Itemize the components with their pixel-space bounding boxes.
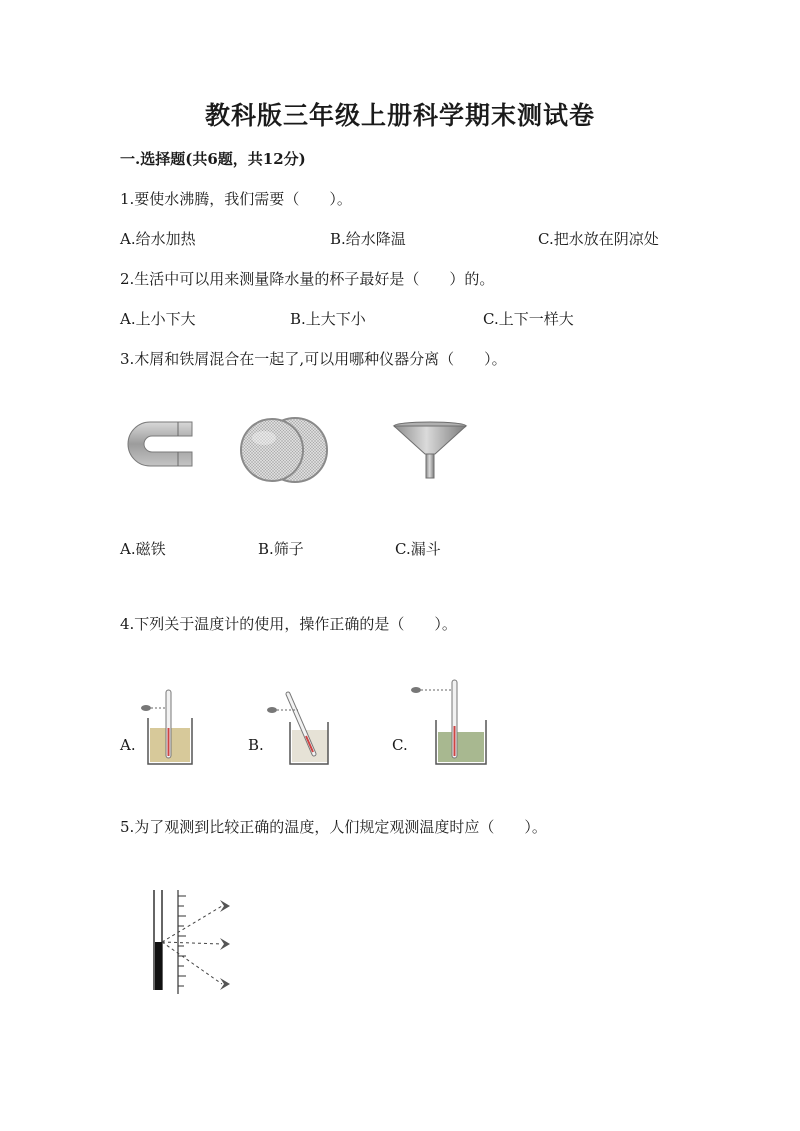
question-2-option-a: A.上小下大 (120, 310, 196, 328)
question-3-stem: 3.木屑和铁屑混合在一起了,可以用哪种仪器分离（ ）。 (120, 350, 507, 368)
question-4-option-b: B. (248, 736, 264, 754)
thermometer-beaker-c-image (408, 676, 490, 768)
question-2-option-b: B.上大下小 (290, 310, 366, 328)
question-2-stem: 2.生活中可以用来测量降水量的杯子最好是（ ）的。 (120, 270, 495, 288)
question-1-option-b: B.给水降温 (330, 230, 406, 248)
question-1-stem: 1.要使水沸腾，我们需要（ ）。 (120, 190, 352, 208)
question-1-option-a: A.给水加热 (120, 230, 196, 248)
thermometer-reading-diagram (148, 886, 244, 998)
question-4-stem: 4.下列关于温度计的使用，操作正确的是（ ）。 (120, 615, 457, 633)
question-3-option-a: A.磁铁 (120, 540, 166, 558)
thermometer-beaker-b-image (264, 688, 330, 768)
page-title: 教科版三年级上册科学期末测试卷 (204, 101, 595, 130)
funnel-image (392, 420, 468, 488)
magnet-image (126, 418, 196, 470)
question-5-stem: 5.为了观测到比较正确的温度，人们规定观测温度时应（ ）。 (120, 818, 547, 836)
question-4-option-a: A. (120, 736, 136, 754)
question-4-option-c: C. (392, 736, 408, 754)
sieve-image (240, 414, 330, 486)
thermometer-beaker-a-image (138, 688, 198, 768)
question-2-option-c: C.上下一样大 (483, 310, 574, 328)
question-1-option-c: C.把水放在阴凉处 (538, 230, 659, 248)
question-3-option-b: B.筛子 (258, 540, 304, 558)
section-heading: 一.选择题(共6题，共12分) (120, 150, 306, 168)
question-3-option-c: C.漏斗 (395, 540, 441, 558)
